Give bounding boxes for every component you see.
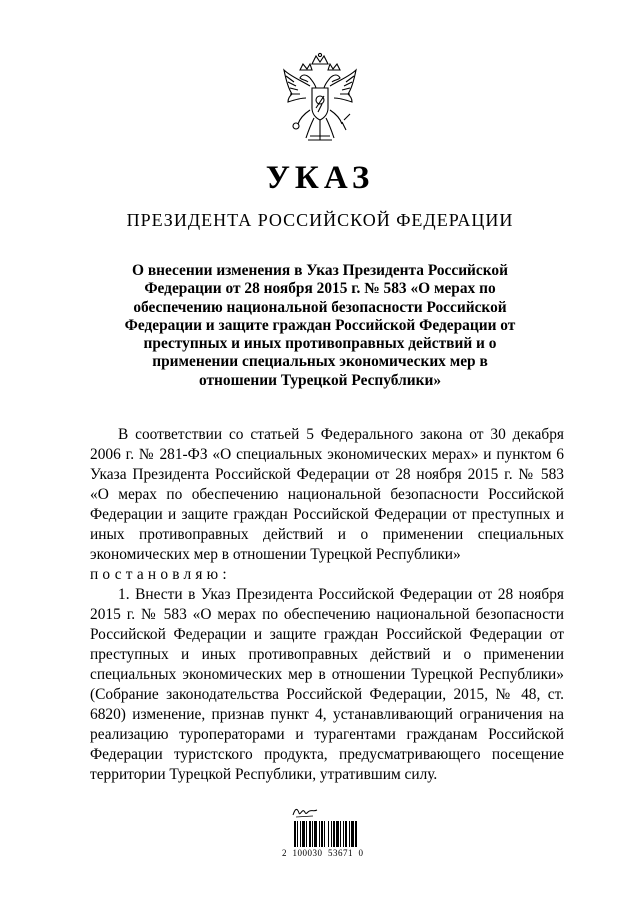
title-line: отношении Турецкой Республики»	[198, 371, 442, 389]
barcode-bar	[314, 821, 317, 847]
barcode-bar	[343, 821, 344, 847]
title-line: применении специальных экономических мер в	[152, 353, 488, 371]
barcode-bar	[351, 821, 354, 847]
barcode-bar	[349, 821, 350, 847]
document-body	[90, 425, 564, 785]
handwritten-initials	[291, 803, 319, 819]
barcode-bar	[302, 821, 305, 847]
barcode-bar	[321, 821, 323, 847]
barcode-bar	[324, 821, 325, 847]
document-title	[110, 262, 530, 390]
barcode	[294, 821, 364, 847]
barcode-bar	[319, 821, 320, 847]
barcode-number: 2 100030 53671 0	[282, 848, 364, 858]
barcode-bar	[300, 821, 301, 847]
barcode-bar	[309, 821, 311, 847]
title-line: О внесении изменения в Указ Президента Российской	[132, 262, 508, 279]
barcode-bar	[306, 821, 307, 847]
title-line: Федерации от 28 ноября 2015 г. № 583 «О мерах по	[144, 280, 496, 298]
barcode-bar	[355, 821, 357, 847]
barcode-bar	[345, 821, 347, 847]
title-line: Федерации и защите граждан Российской Федерации от	[124, 316, 516, 334]
barcode-bar	[312, 821, 313, 847]
barcode-bar	[331, 821, 332, 847]
title-line: преступных и иных противоправных действий и о	[143, 335, 497, 353]
decree-word: постановляю:	[90, 566, 231, 583]
preamble-paragraph: В соответствии со статьей 5 Федерального закона от 30 декабря 2006 г. № 281-ФЗ «О специальных экономических мерах» и пунктом 6 Указа Президента Российской Федерации от 28 ноября 2015 г. № 583 «О мерах по обеспечению национальной безопасности Российской Федерации и защите граждан Российской Федерации от преступных и иных противоправных действий и о применении специальных экономических мер в отношении Турецкой Республики»	[90, 426, 564, 563]
barcode-bar	[340, 821, 341, 847]
barcode-bar	[297, 821, 298, 847]
barcode-bar	[336, 821, 339, 847]
barcode-bar	[328, 821, 329, 847]
issuer-heading: ПРЕЗИДЕНТА РОССИЙСКОЙ ФЕДЕРАЦИИ	[126, 210, 514, 230]
barcode-bar	[333, 821, 335, 847]
barcode-bar	[294, 821, 296, 847]
item-1-paragraph: 1. Внести в Указ Президента Российской Федерации от 28 ноября 2015 г. № 583 «О мерах по обеспечению национальной безопасности Российской Федерации и защите граждан Российской Федерации от преступных и иных противоправных действий и о применении специальных экономических мер в отношении Турецкой Республики» (Собрание законодательства Российской Федерации, 2015, № 48, ст. 6820) изменение, признав пункт 4, устанавливающий ограничения на реализацию туроператорами и турагентами гражданам Российской Федерации туристского продукта, предусматривающего посещение территории Турецкой Республики, утратившим силу.	[90, 586, 564, 783]
state-emblem-icon	[280, 52, 360, 144]
document-type-heading: УКАЗ	[265, 160, 375, 196]
title-line: обеспечению национальной безопасности Российской	[133, 298, 507, 316]
